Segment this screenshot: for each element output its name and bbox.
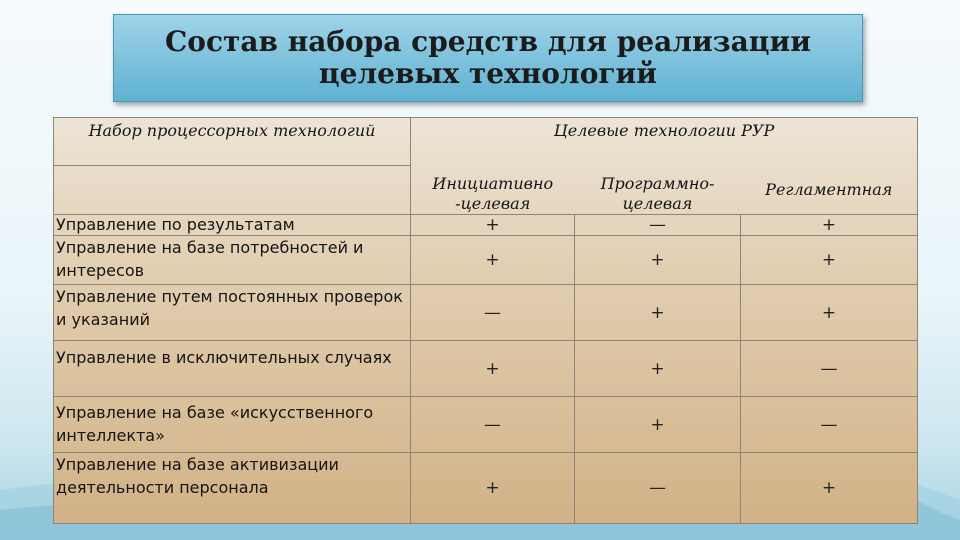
cell-regulatory: +: [741, 285, 918, 341]
subheader-initiative-label: Инициативно -целевая: [432, 173, 554, 213]
header-target-technologies: [411, 118, 918, 166]
cell-program: +: [575, 236, 741, 285]
table-row: [54, 397, 918, 453]
table-row: [54, 236, 918, 285]
subheader-regulatory: [741, 166, 918, 215]
subheader-empty-cell: [54, 166, 411, 215]
slide-title: Состав набора средств для реализации целевых технологий: [165, 25, 811, 90]
cell-program: —: [575, 453, 741, 524]
subheader-program: [575, 166, 741, 215]
cell-initiative: +: [411, 341, 575, 397]
row-label: Управление по результатам: [54, 215, 411, 236]
header-right-label: Целевые технологии РУР: [553, 121, 775, 140]
row-label: Управление на базе «искусственного интеллекта»: [54, 397, 411, 453]
cell-regulatory: +: [741, 215, 918, 236]
cell-initiative: —: [411, 397, 575, 453]
subheader-initiative: [411, 166, 575, 215]
cell-initiative: +: [411, 453, 575, 524]
row-label: Управление на базе активизации деятельности персонала: [54, 453, 411, 524]
technology-table: [53, 117, 917, 525]
cell-regulatory: —: [741, 397, 918, 453]
row-label: Управление путем постоянных проверок и указаний: [54, 285, 411, 341]
cell-program: +: [575, 397, 741, 453]
cell-initiative: +: [411, 236, 575, 285]
header-process-technologies: [54, 118, 411, 166]
cell-program: +: [575, 341, 741, 397]
header-left-label: Набор процессорных технологий: [88, 121, 376, 140]
table-row: [54, 285, 918, 341]
table-row: [54, 215, 918, 236]
table-row: [54, 453, 918, 524]
cell-regulatory: +: [741, 236, 918, 285]
cell-program: —: [575, 215, 741, 236]
row-label: Управление на базе потребностей и интересов: [54, 236, 411, 285]
cell-initiative: —: [411, 285, 575, 341]
table-row: [54, 341, 918, 397]
row-label: Управление в исключительных случаях: [54, 341, 411, 397]
cell-regulatory: —: [741, 341, 918, 397]
subheader-program-label: Программно- целевая: [600, 173, 715, 213]
cell-initiative: +: [411, 215, 575, 236]
cell-regulatory: +: [741, 453, 918, 524]
title-banner: [113, 14, 863, 102]
cell-program: +: [575, 285, 741, 341]
subheader-regulatory-label: Регламентная: [765, 179, 893, 199]
